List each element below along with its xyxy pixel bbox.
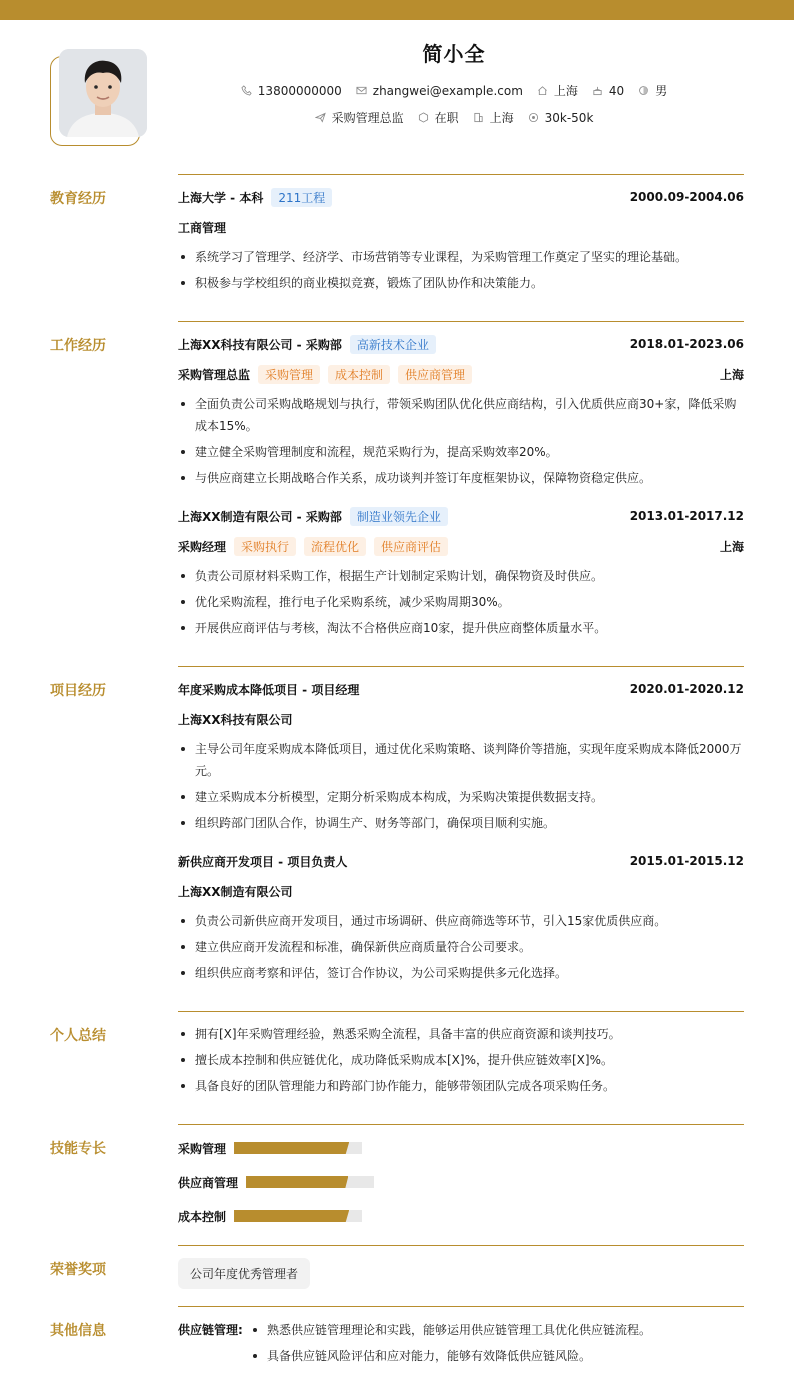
- age-item: [592, 84, 624, 98]
- position-text: 采购管理总监: [331, 111, 404, 125]
- section-divider: [178, 1124, 744, 1125]
- major-name: 工商管理: [178, 220, 227, 235]
- award-badge: 公司年度优秀管理者: [178, 1258, 310, 1289]
- section-title: 其他信息: [50, 1323, 106, 1339]
- salary-icon: [528, 112, 539, 123]
- gender-icon: [638, 85, 649, 96]
- status-text: 在职: [434, 111, 459, 125]
- list-item: 建立采购成本分析模型，定期分析采购成本构成，为采购决策提供数据支持。: [178, 786, 744, 808]
- salary-item: [528, 111, 594, 125]
- major-row: [178, 216, 744, 238]
- list-item: 负责公司原材料采购工作，根据生产计划制定采购计划，确保物资及时供应。: [178, 565, 744, 587]
- list-item: 擅长成本控制和供应链优化，成功降低采购成本[X]%，提升供应链效率[X]%。: [178, 1049, 744, 1071]
- job-date: 2018.01-2023.06: [629, 337, 744, 351]
- skill-bar-fill: [234, 1210, 349, 1222]
- gender-item: [638, 82, 667, 99]
- city-text: 上海: [553, 84, 578, 98]
- city-item: [537, 82, 578, 99]
- contact-row: [114, 82, 794, 99]
- skill-tag: 采购管理: [258, 365, 320, 384]
- education-bullets: [178, 246, 744, 294]
- gender-text: 男: [655, 84, 668, 98]
- list-item: 熟悉供应链管理理论和实践，能够运用供应链管理工具优化供应链流程。: [250, 1319, 744, 1341]
- section-divider: [178, 174, 744, 175]
- skill-tag: 成本控制: [328, 365, 390, 384]
- company-tag: 制造业领先企业: [350, 507, 448, 526]
- section-divider: [178, 1245, 744, 1246]
- job-location: 上海: [719, 539, 744, 554]
- section-divider: [178, 1011, 744, 1012]
- project-company-row: [178, 880, 744, 902]
- section-divider: [178, 666, 744, 667]
- home-icon: [537, 85, 548, 96]
- phone-text: 13800000000: [257, 83, 342, 98]
- skill-bar-fill: [234, 1142, 349, 1154]
- salary-text: 30k-50k: [544, 110, 594, 125]
- skill-item: [178, 1199, 744, 1233]
- status-icon: [418, 112, 429, 123]
- phone-icon: [241, 85, 252, 96]
- phone-item: [241, 84, 342, 98]
- section-title: 项目经历: [50, 683, 106, 699]
- education-header: [178, 186, 744, 208]
- list-item: 负责公司新供应商开发项目，通过市场调研、供应商筛选等环节，引入15家优质供应商。: [178, 910, 744, 932]
- role-row: [178, 363, 744, 385]
- list-item: 优化采购流程，推行电子化采购系统，减少采购周期30%。: [178, 591, 744, 613]
- school-name: 上海大学 - 本科: [178, 190, 264, 205]
- section-title: 教育经历: [50, 191, 106, 207]
- project-company-row: [178, 708, 744, 730]
- other-info: [178, 1319, 744, 1367]
- list-item: 拥有[X]年采购管理经验，熟悉采购全流程，具备丰富的供应商资源和谈判技巧。: [178, 1023, 744, 1045]
- job-header: [178, 505, 744, 527]
- job-location: 上海: [719, 367, 744, 382]
- top-accent-bar: [0, 0, 794, 20]
- list-item: 系统学习了管理学、经济学、市场营销等专业课程，为采购管理工作奠定了坚实的理论基础。: [178, 246, 744, 268]
- send-icon: [315, 112, 326, 123]
- list-item: 与供应商建立长期战略合作关系，成功谈判并签订年度框架协议，保障物资稳定供应。: [178, 467, 744, 489]
- list-item: 具备良好的团队管理能力和跨部门协作能力，能够带领团队完成各项采购任务。: [178, 1075, 744, 1097]
- project-header: [178, 678, 744, 700]
- skill-list: [178, 1131, 744, 1233]
- project-company: 上海XX科技有限公司: [178, 712, 293, 727]
- project-date: 2020.01-2020.12: [629, 682, 744, 696]
- other-label: 供应链管理:: [178, 1323, 243, 1337]
- skill-name: 采购管理: [178, 1141, 227, 1156]
- section-title: 技能专长: [50, 1141, 106, 1157]
- position-item: [315, 109, 404, 126]
- role-row: [178, 535, 744, 557]
- skill-tag: 采购执行: [234, 537, 296, 556]
- education-date: 2000.09-2004.06: [629, 190, 744, 204]
- job-bullets: [178, 565, 744, 639]
- other-bullets: [250, 1319, 744, 1367]
- job-header: [178, 333, 744, 355]
- email-item: [356, 84, 523, 98]
- section-divider: [178, 321, 744, 322]
- list-item: 积极参与学校组织的商业模拟竞赛，锻炼了团队协作和决策能力。: [178, 272, 744, 294]
- list-item: 主导公司年度采购成本降低项目，通过优化采购策略、谈判降价等措施，实现年度采购成本降低2000万元。: [178, 738, 744, 782]
- work-city-item: [473, 109, 514, 126]
- email-text: zhangwei@example.com: [372, 83, 523, 98]
- skill-item: [178, 1131, 744, 1165]
- school-tag: 211工程: [271, 188, 332, 207]
- skill-tag: 供应商评估: [374, 537, 448, 556]
- skill-bar: [234, 1210, 362, 1222]
- list-item: 开展供应商评估与考核，淘汰不合格供应商10家，提升供应商整体质量水平。: [178, 617, 744, 639]
- role-name: 采购经理: [178, 539, 227, 554]
- list-item: 具备供应链风险评估和应对能力，能够有效降低供应链风险。: [250, 1345, 744, 1367]
- project-date: 2015.01-2015.12: [629, 854, 744, 868]
- skill-bar-fill: [246, 1176, 348, 1188]
- project-company: 上海XX制造有限公司: [178, 884, 293, 899]
- project-bullets: [178, 738, 744, 834]
- list-item: 建立健全采购管理制度和流程，规范采购行为，提高采购效率20%。: [178, 441, 744, 463]
- project-header: [178, 850, 744, 872]
- list-item: 全面负责公司采购战略规划与执行，带领采购团队优化供应商结构，引入优质供应商30+家，降低采购成本15%。: [178, 393, 744, 437]
- work-city-text: 上海: [489, 111, 514, 125]
- mail-icon: [356, 85, 367, 96]
- company-tag: 高新技术企业: [350, 335, 436, 354]
- skill-name: 成本控制: [178, 1209, 227, 1224]
- job-intent-row: [114, 109, 794, 126]
- status-item: [418, 109, 459, 126]
- age-text: 40: [608, 83, 625, 98]
- project-name: 新供应商开发项目 - 项目负责人: [178, 854, 348, 869]
- building-icon: [473, 112, 484, 123]
- skill-bar: [234, 1142, 362, 1154]
- company-name: 上海XX制造有限公司 - 采购部: [178, 509, 342, 524]
- project-bullets: [178, 910, 744, 984]
- skill-name: 供应商管理: [178, 1175, 239, 1190]
- job-bullets: [178, 393, 744, 489]
- cake-icon: [592, 85, 603, 96]
- project-name: 年度采购成本降低项目 - 项目经理: [178, 682, 360, 697]
- candidate-name: 简小全: [422, 42, 486, 66]
- skill-item: [178, 1165, 744, 1199]
- skill-bar: [246, 1176, 374, 1188]
- job-date: 2013.01-2017.12: [629, 509, 744, 523]
- skill-tag: 供应商管理: [398, 365, 472, 384]
- list-item: 建立供应商开发流程和标准，确保新供应商质量符合公司要求。: [178, 936, 744, 958]
- section-title: 个人总结: [50, 1028, 106, 1044]
- list-item: 组织供应商考察和评估，签订合作协议，为公司采购提供多元化选择。: [178, 962, 744, 984]
- role-name: 采购管理总监: [178, 367, 251, 382]
- section-title: 工作经历: [50, 338, 106, 354]
- list-item: 组织跨部门团队合作，协调生产、财务等部门，确保项目顺利实施。: [178, 812, 744, 834]
- summary-bullets: [178, 1023, 744, 1097]
- skill-tag: 流程优化: [304, 537, 366, 556]
- section-title: 荣誉奖项: [50, 1262, 106, 1278]
- section-divider: [178, 1306, 744, 1307]
- company-name: 上海XX科技有限公司 - 采购部: [178, 337, 342, 352]
